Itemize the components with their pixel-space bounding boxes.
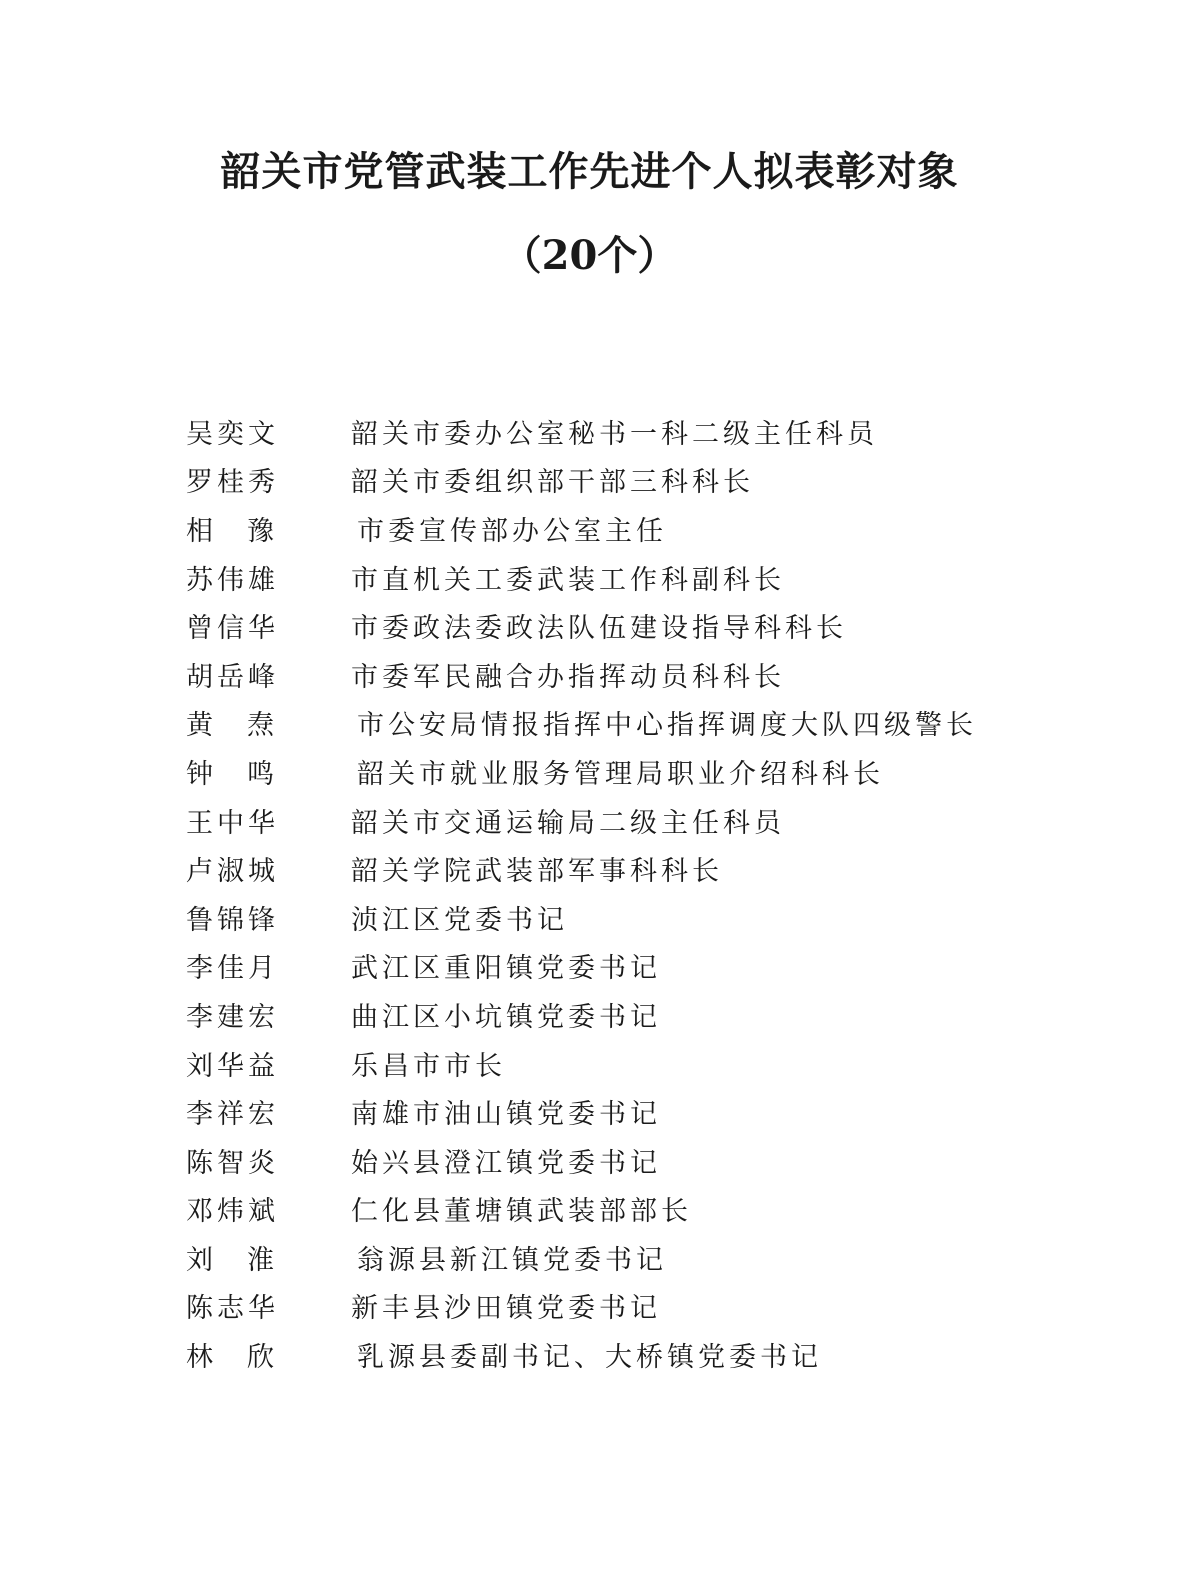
list-item: [186, 553, 1046, 602]
person-name: 林欣: [186, 1342, 308, 1374]
person-name: 罗桂秀: [186, 467, 279, 499]
list-item: [186, 407, 1046, 456]
list-item: [186, 796, 1046, 845]
list-item: [186, 990, 1046, 1039]
list-item: [186, 747, 1046, 796]
person-role: 韶关市委办公室秘书一科二级主任科员: [351, 418, 878, 450]
person-name: 李佳月: [186, 953, 279, 985]
person-name: 吴奕文: [186, 418, 279, 450]
person-role: 市委政法委政法队伍建设指导科科长: [351, 613, 847, 645]
person-role: 市直机关工委武装工作科副科长: [351, 564, 785, 596]
list-item: [186, 942, 1046, 991]
person-name: 卢淑城: [186, 856, 279, 888]
honoree-list: [186, 407, 1046, 1379]
person-name: 李祥宏: [186, 1099, 279, 1131]
list-item: [186, 893, 1046, 942]
person-role: 武江区重阳镇党委书记: [351, 953, 661, 985]
list-item: [186, 601, 1046, 650]
person-role: 乐昌市市长: [351, 1050, 506, 1082]
person-name: 刘华益: [186, 1050, 279, 1082]
person-role: 新丰县沙田镇党委书记: [351, 1293, 661, 1325]
list-item: [186, 1087, 1046, 1136]
list-item: [186, 504, 1046, 553]
person-role: 仁化县董塘镇武装部部长: [351, 1196, 692, 1228]
list-item: [186, 1185, 1046, 1234]
person-role: 韶关市就业服务管理局职业介绍科科长: [357, 758, 884, 790]
list-item: [186, 1330, 1046, 1379]
person-name: 鲁锦锋: [186, 904, 279, 936]
list-item: [186, 1039, 1046, 1088]
person-role: 市委军民融合办指挥动员科科长: [351, 661, 785, 693]
list-item: [186, 650, 1046, 699]
person-name: 王中华: [186, 807, 279, 839]
person-role: 市委宣传部办公室主任: [357, 515, 667, 547]
document-subtitle: （20个）: [501, 232, 678, 279]
person-role: 翁源县新江镇党委书记: [357, 1244, 667, 1276]
list-item: [186, 699, 1046, 748]
person-role: 南雄市油山镇党委书记: [351, 1099, 661, 1131]
person-role: 曲江区小坑镇党委书记: [351, 1001, 661, 1033]
person-role: 市公安局情报指挥中心指挥调度大队四级警长: [357, 710, 977, 742]
person-name: 相豫: [186, 515, 308, 547]
list-item: [186, 1282, 1046, 1331]
list-item: [186, 844, 1046, 893]
person-name: 胡岳峰: [186, 661, 279, 693]
person-name: 钟鸣: [186, 758, 308, 790]
person-role: 始兴县澄江镇党委书记: [351, 1147, 661, 1179]
person-name: 苏伟雄: [186, 564, 279, 596]
person-name: 邓炜斌: [186, 1196, 279, 1228]
list-item: [186, 1233, 1046, 1282]
person-name: 李建宏: [186, 1001, 279, 1033]
list-item: [186, 456, 1046, 505]
person-name: 陈志华: [186, 1293, 279, 1325]
list-item: [186, 1136, 1046, 1185]
person-role: 韶关学院武装部军事科科长: [351, 856, 723, 888]
person-role: 浈江区党委书记: [351, 904, 568, 936]
document-title: 韶关市党管武装工作先进个人拟表彰对象: [220, 148, 959, 195]
person-role: 乳源县委副书记、大桥镇党委书记: [357, 1342, 822, 1374]
person-role: 韶关市交通运输局二级主任科员: [351, 807, 785, 839]
person-name: 黄焘: [186, 710, 308, 742]
person-name: 陈智炎: [186, 1147, 279, 1179]
person-role: 韶关市委组织部干部三科科长: [351, 467, 754, 499]
person-name: 曾信华: [186, 613, 279, 645]
person-name: 刘淮: [186, 1244, 308, 1276]
